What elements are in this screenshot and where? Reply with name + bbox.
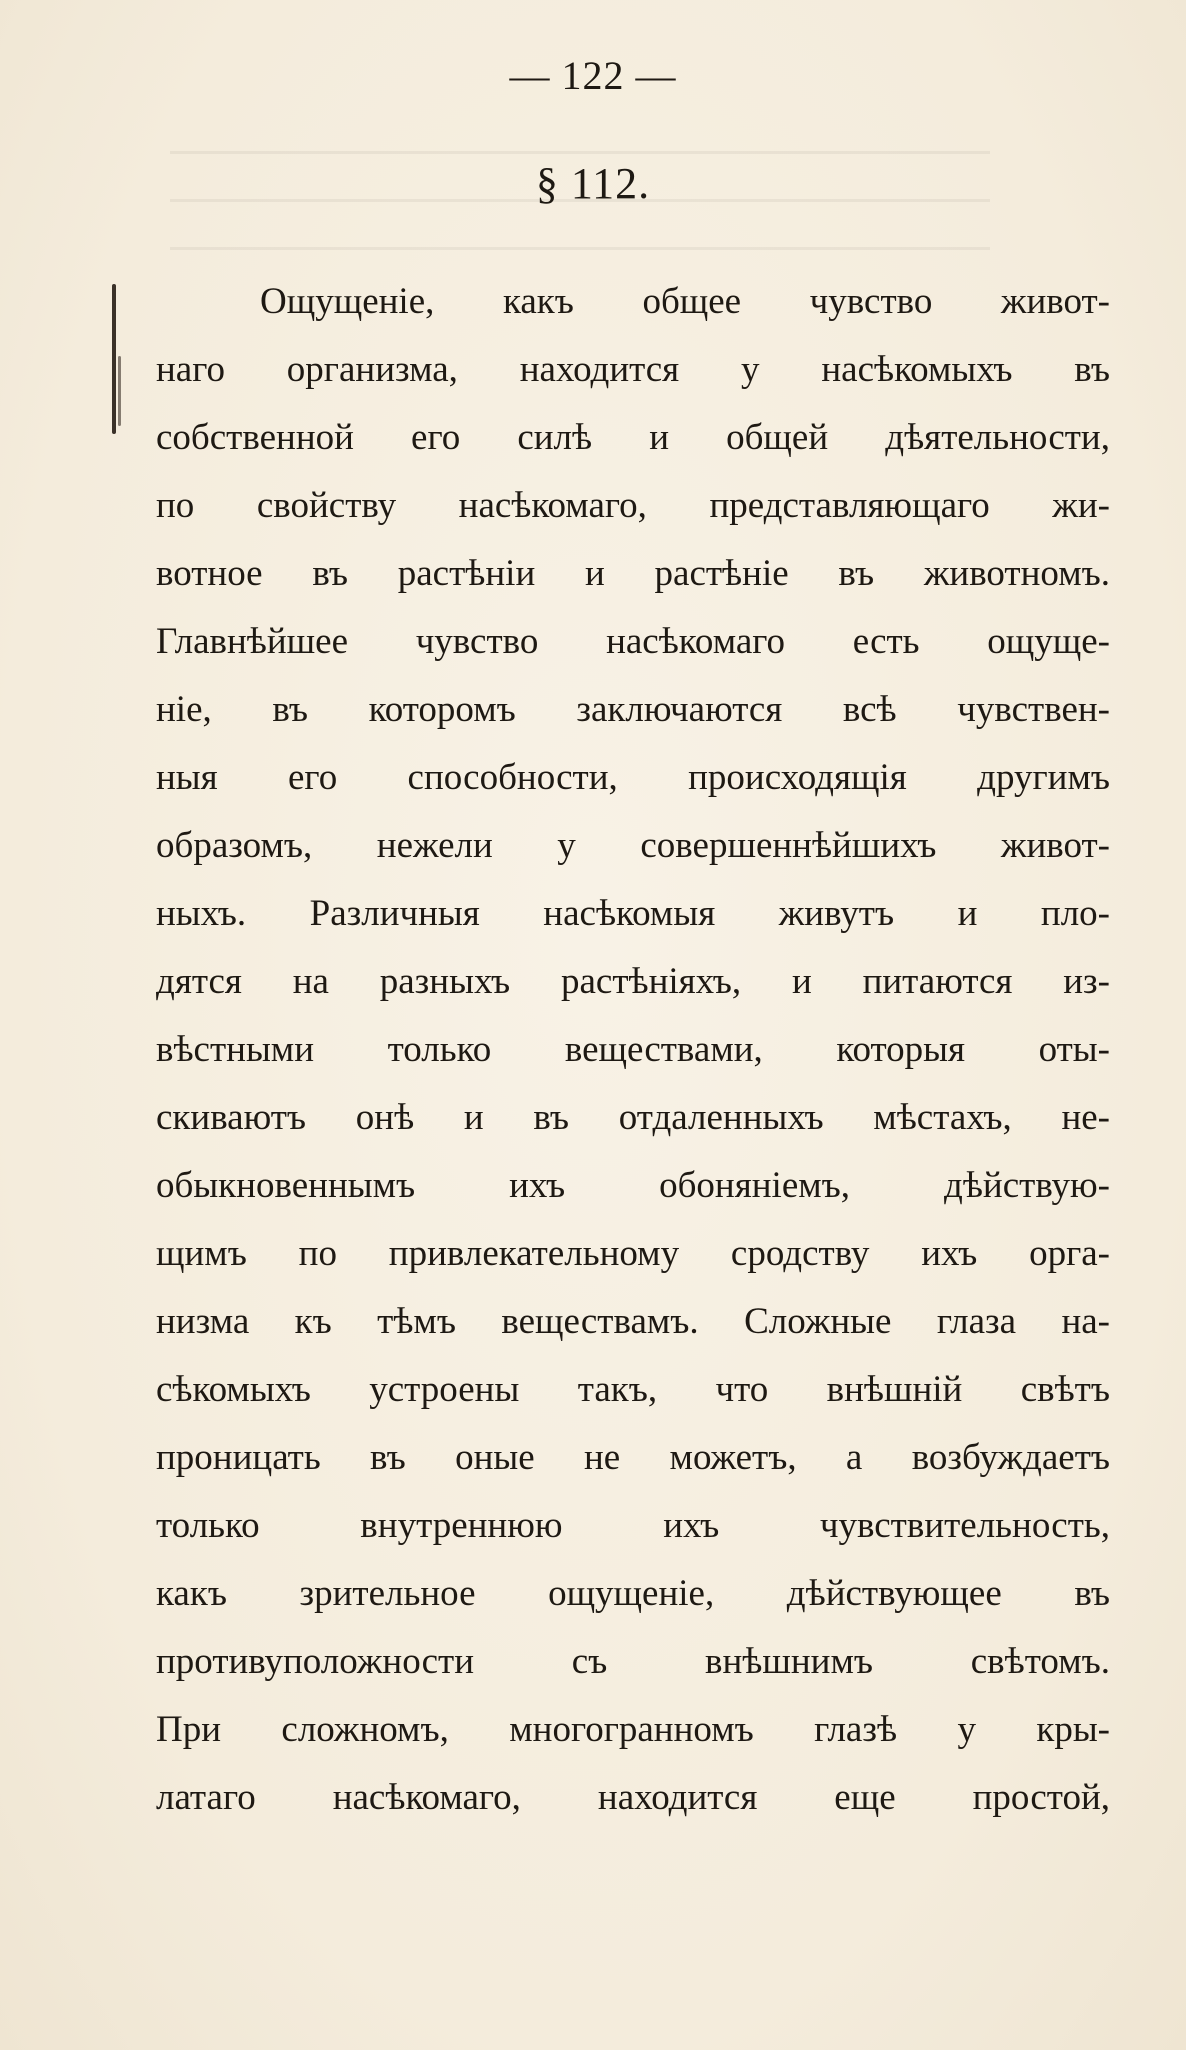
text-line: сѣкомыхъ устроены такъ, что внѣшній свѣтъ — [156, 1369, 1110, 1410]
margin-pencil-mark-faint — [118, 356, 121, 426]
text-line: образомъ, нежели у совершеннѣйшихъ живот- — [156, 825, 1110, 866]
text-line: Главнѣйшее чувство насѣкомаго есть ощуще- — [156, 621, 1110, 662]
body-text — [156, 268, 1110, 1832]
text-line: собственной его силѣ и общей дѣятельности, — [156, 417, 1110, 458]
text-line: щимъ по привлекательному сродству ихъ орга- — [156, 1233, 1110, 1274]
text-line: вотное въ растѣніи и растѣніе въ животномъ. — [156, 553, 1110, 594]
text-line: латаго насѣкомаго, находится еще простой, — [156, 1777, 1110, 1818]
text-line: ныя его способности, происходящія другимъ — [156, 757, 1110, 798]
text-line: противуположности съ внѣшнимъ свѣтомъ. — [156, 1641, 1110, 1682]
text-line: вѣстными только веществами, которыя оты- — [156, 1029, 1110, 1070]
text-line: скиваютъ онѣ и въ отдаленныхъ мѣстахъ, не- — [156, 1097, 1110, 1138]
text-line: только внутреннюю ихъ чувствительность, — [156, 1505, 1110, 1546]
text-line: ніе, въ которомъ заключаются всѣ чувствен- — [156, 689, 1110, 730]
text-line: по свойству насѣкомаго, представляющаго жи- — [156, 485, 1110, 526]
section-heading: § 112. — [535, 159, 651, 208]
text-line: низма къ тѣмъ веществамъ. Сложные глаза на- — [156, 1301, 1110, 1342]
text-line: ныхъ. Различныя насѣкомыя живутъ и пло- — [156, 893, 1110, 934]
text-line: дятся на разныхъ растѣніяхъ, и питаются из- — [156, 961, 1110, 1002]
margin-pencil-mark — [112, 284, 116, 434]
text-line: При сложномъ, многогранномъ глазѣ у кры- — [156, 1709, 1110, 1750]
text-line: проницать въ оные не можетъ, а возбуждаетъ — [156, 1437, 1110, 1478]
text-line: обыкновеннымъ ихъ обоняніемъ, дѣйствую- — [156, 1165, 1110, 1206]
text-line: Ощущеніе, какъ общее чувство живот- — [260, 281, 1110, 322]
text-line: наго организма, находится у насѣкомыхъ въ — [156, 349, 1110, 390]
page-number-header: — 122 — — [509, 53, 677, 98]
text-line: какъ зрительное ощущеніе, дѣйствующее въ — [156, 1573, 1110, 1614]
